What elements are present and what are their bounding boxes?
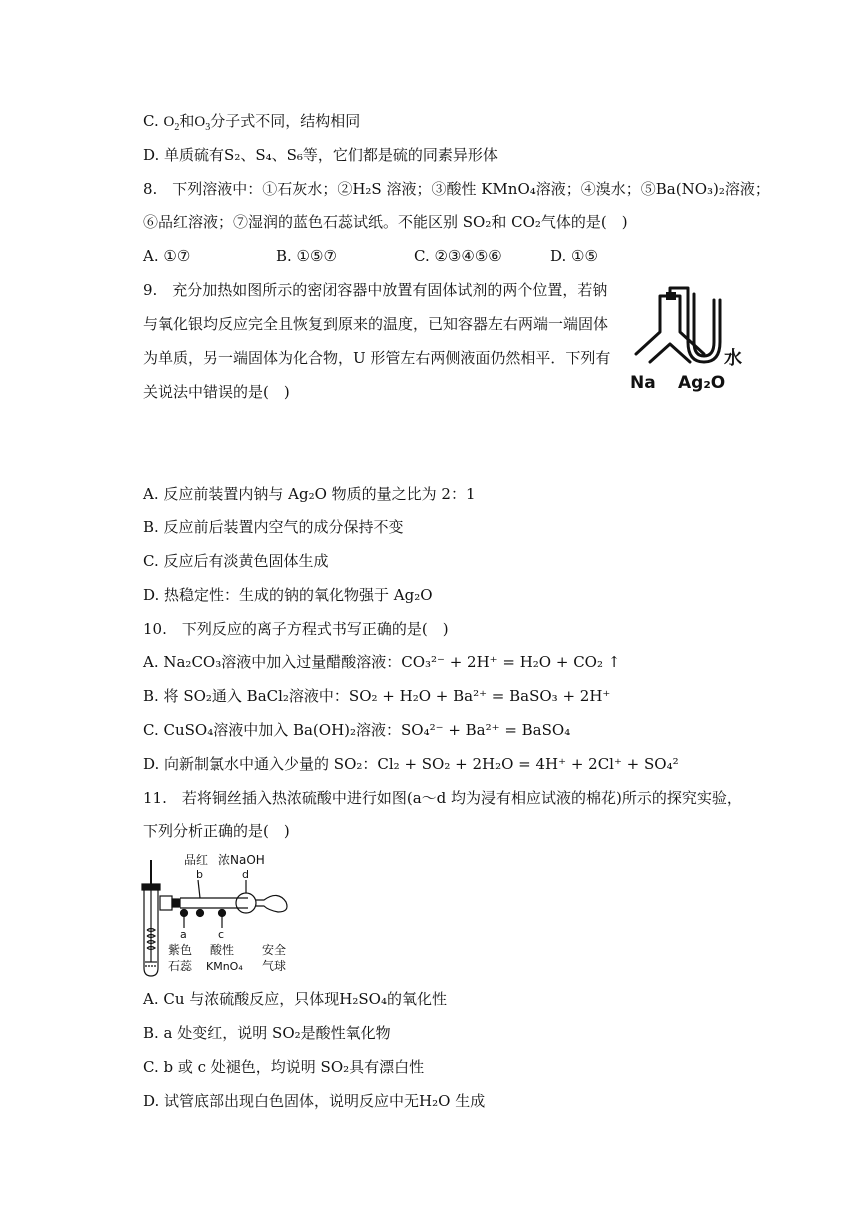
figure-label-suanxing: 酸性 [210, 943, 235, 957]
q9-stem-line3: 为单质，另一端固体为化合物，U 形管左右两侧液面仍然相平．下列有 [143, 349, 611, 367]
figure-label-naoh: 浓NaOH [218, 853, 265, 867]
q7-option-c-rest: 分子式不同，结构相同 [210, 112, 361, 130]
q10-option-d: D. 向新制氯水中通入少量的 SO₂：Cl₂ + SO₂ + 2H₂O = 4H⁺ + 2Cl⁺ + SO₄² [143, 755, 679, 773]
q7-option-c [143, 111, 360, 132]
q11-option-c: C. b 或 c 处褪色，均说明 SO₂具有漂白性 [143, 1058, 425, 1076]
figure-label-shirui: 石蕊 [168, 959, 193, 973]
q11-stem-line1: 11. 若将铜丝插入热浓硫酸中进行如图(a～d 均为浸有相应试液的棉花)所示的探究实验， [143, 789, 742, 807]
figure-label-b: b [196, 868, 203, 881]
q11-option-b: B. a 处变红，说明 SO₂是酸性氧化物 [143, 1024, 391, 1042]
q8-option-b: B. ①⑤⑦ [276, 247, 337, 265]
q7-option-d [143, 145, 498, 165]
q9-option-d: D. 热稳定性：生成的钠的氧化物强于 Ag₂O [143, 586, 433, 604]
q8-option-a: A. ①⑦ [143, 247, 191, 265]
q8-stem-line1: 8. 下列溶液中：①石灰水；②H₂S 溶液；③酸性 KMnO₄溶液；④溴水；⑤Ba(NO₃)₂溶液； [143, 180, 770, 198]
q7-option-c-he: 和 [179, 112, 195, 130]
q9-stem-line2: 与氧化银均反应完全且恢复到原来的温度，已知容器左右两端一端固体 [143, 315, 609, 333]
o2-formula: $O_2$ [163, 114, 180, 133]
q9-option-b: B. 反应前后装置内空气的成分保持不变 [143, 518, 404, 536]
q10-option-a: A. Na₂CO₃溶液中加入过量醋酸溶液：CO₃²⁻ + 2H⁺ = H₂O + CO₂ ↑ [143, 653, 621, 671]
q9-option-a: A. 反应前装置内钠与 Ag₂O 物质的量之比为 2：1 [143, 485, 476, 503]
figure-label-kmno4: KMnO₄ [206, 960, 243, 973]
figure-label-anquan: 安全 [262, 943, 287, 957]
q7-option-c-label: C. [143, 112, 159, 130]
stopper-shape [666, 292, 676, 300]
q7-option-d-text: 单质硫有S₂、S₄、S₆等，它们都是硫的同素异形体 [164, 146, 498, 164]
figure-label-d: d [242, 868, 249, 881]
q11-apparatus-figure [138, 850, 298, 980]
q8-stem-line2: ⑥品红溶液；⑦湿润的蓝色石蕊试纸。不能区别 SO₂和 CO₂气体的是( ) [143, 213, 628, 231]
q9-apparatus-figure [626, 282, 756, 400]
q11-option-d: D. 试管底部出现白色固体，说明反应中无H₂O 生成 [143, 1092, 486, 1110]
figure-label-zise: 紫色 [168, 943, 193, 957]
figure-label-pinhong: 品红 [184, 853, 209, 867]
figure-label-a: a [180, 928, 187, 941]
figure-label-water: 水 [724, 348, 742, 369]
q11-stem-line2: 下列分析正确的是( ) [143, 822, 290, 840]
figure-label-c: c [218, 928, 225, 941]
q8-option-c: C. ②③④⑤⑥ [414, 247, 502, 265]
q10-option-c: C. CuSO₄溶液中加入 Ba(OH)₂溶液：SO₄²⁻ + Ba²⁺ = BaSO₄ [143, 721, 571, 739]
q9-option-c: C. 反应后有淡黄色固体生成 [143, 552, 329, 570]
q10-stem: 10. 下列反应的离子方程式书写正确的是( ) [143, 620, 449, 638]
q7-option-d-label: D. [143, 146, 160, 164]
q9-stem-line1: 9. 充分加热如图所示的密闭容器中放置有固体试剂的两个位置，若钠 [143, 281, 608, 299]
o3-formula: $O_3$ [194, 114, 211, 133]
q8-option-d: D. ①⑤ [550, 247, 598, 265]
q11-option-a: A. Cu 与浓硫酸反应，只体现H₂SO₄的氧化性 [143, 990, 447, 1008]
q10-option-b: B. 将 SO₂通入 BaCl₂溶液中：SO₂ + H₂O + Ba²⁺ = BaSO₃ + 2H⁺ [143, 687, 611, 705]
figure-label-qiqiu: 气球 [262, 959, 287, 973]
figure-label-na: Na [630, 373, 656, 393]
figure-label-ag2o: Ag₂O [678, 373, 726, 393]
q9-stem-line4: 关说法中错误的是( ) [143, 383, 290, 401]
